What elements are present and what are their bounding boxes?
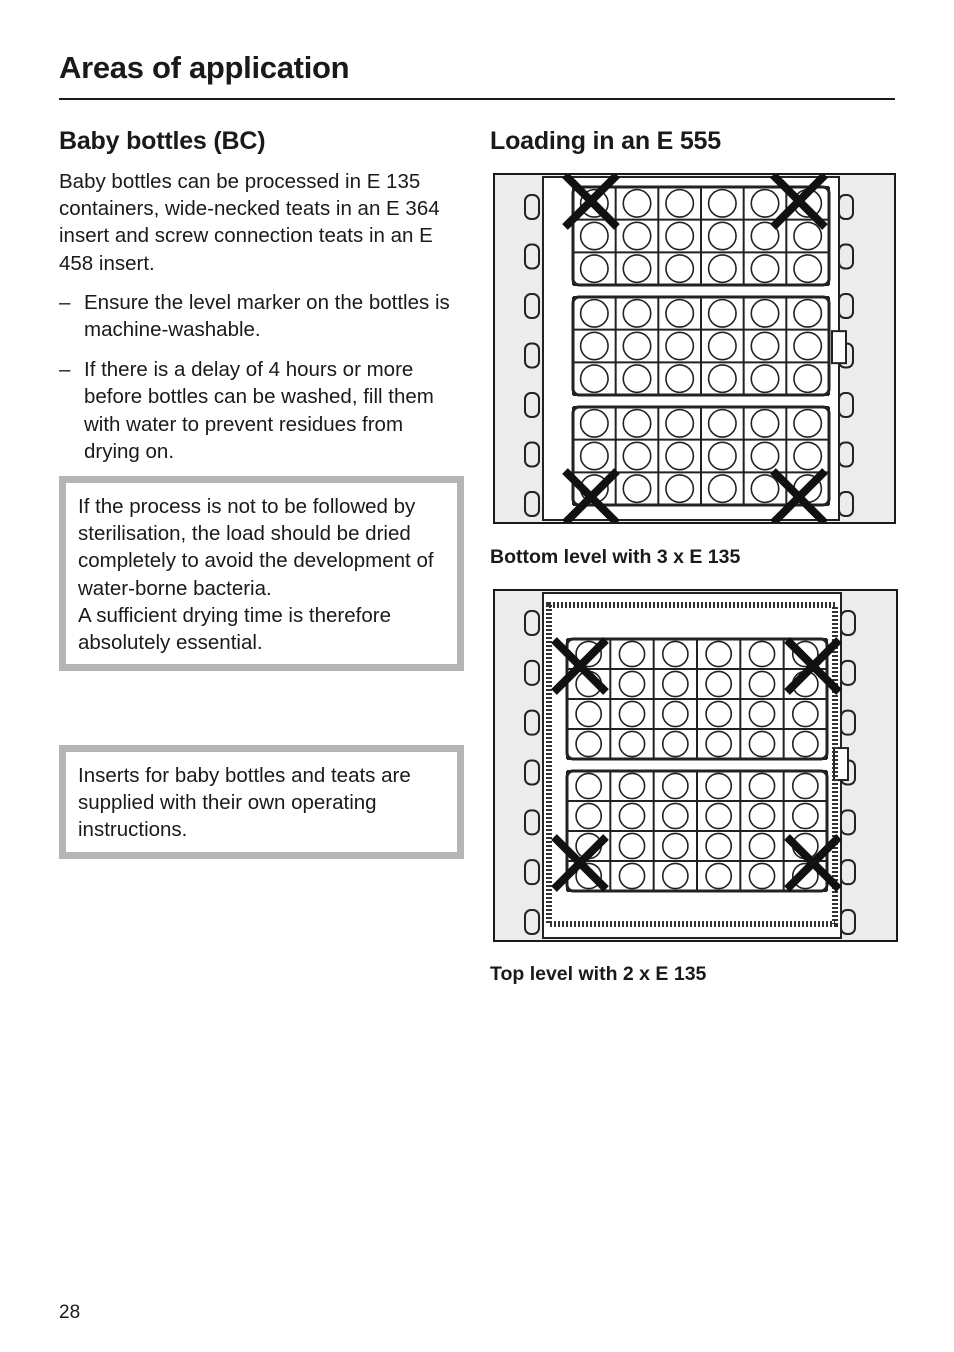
bottle-holder [794,365,821,392]
rack-side-clip [525,611,539,635]
figure-caption-bottom: Bottom level with 3 x E 135 [490,546,741,568]
left-column [59,124,464,842]
section-heading-loading: Loading in an E 555 [490,127,721,155]
rack-side-clip [525,294,539,318]
bottle-holder [581,410,608,437]
bottle-holder [663,701,688,726]
bottle-holder [794,410,821,437]
rack-side-clip [525,344,539,368]
drying-note-text: If the process is not to be followed by sterilisation, the load should be dried completely to avoid the development of water-borne bacteria. [78,495,434,600]
bottle-holder [581,300,608,327]
bottle-holder [619,773,644,798]
right-column [490,124,896,985]
bottle-holder [623,332,650,359]
bottle-holder [706,731,731,756]
bottle-holder [793,803,818,828]
bottle-holder [619,803,644,828]
bottle-holder [751,332,778,359]
bottle-holder [666,365,693,392]
bottle-holder [709,410,736,437]
bottle-holder [794,442,821,469]
rack-side-clip [525,661,539,685]
bottle-holder [619,863,644,888]
bottle-holder [623,300,650,327]
bottle-holder [581,442,608,469]
bottle-holder [666,442,693,469]
bottle-holder [751,410,778,437]
bottle-holder [581,255,608,282]
rack-side-clip [841,860,855,884]
drying-note-emphasis: A sufficient drying time is therefore absolutely essential. [78,603,391,655]
bottle-holder [663,641,688,666]
bottle-holder [749,641,774,666]
list-item-text: Ensure the level marker on the bottles is machine-washable. [84,290,450,342]
bottle-holder [709,475,736,502]
rack-side-clip [525,195,539,219]
bottle-holder [666,332,693,359]
bottle-holder [706,641,731,666]
bottle-holder [663,773,688,798]
rack-side-clip [841,661,855,685]
page-number: 28 [59,1302,81,1323]
rack-side-clip [839,492,853,516]
bottle-holder [663,833,688,858]
bottle-holder [749,863,774,888]
bottle-holder [751,255,778,282]
bottle-holder [751,475,778,502]
bottle-holder [663,803,688,828]
drying-note-box [59,476,464,671]
bottle-holder [793,701,818,726]
bottle-holder [666,475,693,502]
bottle-holder [709,255,736,282]
inserts-note-text: Inserts for baby bottles and teats are supplied with their own operating instructions. [78,764,411,842]
rack-illustration-top [495,591,896,940]
rack-side-clip [525,492,539,516]
rack-side-clip [839,245,853,269]
rack-side-clip [525,711,539,735]
bottle-holder [749,773,774,798]
bottle-holder [663,731,688,756]
bottle-holder [666,222,693,249]
page-title: Areas of application [59,50,350,85]
bottle-holder [619,833,644,858]
bottle-holder [623,410,650,437]
bottle-holder [581,365,608,392]
rack-side-clip [525,443,539,467]
bottle-holder [706,701,731,726]
bottle-holder [794,222,821,249]
bottle-holder [619,701,644,726]
instruction-list [59,289,464,465]
rack-side-clip [841,910,855,934]
section-heading-baby-bottles: Baby bottles (BC) [59,127,266,155]
list-item [59,356,464,465]
bottle-holder [706,833,731,858]
intro-paragraph: Baby bottles can be processed in E 135 containers, wide-necked teats in an E 364 insert and screw connection teats in an E 458 insert. [59,170,440,275]
bottle-holder [794,255,821,282]
rack-side-clip [841,611,855,635]
bottle-holder [581,222,608,249]
bottle-holder [623,190,650,217]
bottle-holder [581,332,608,359]
rack-side-clip [525,761,539,785]
bottle-holder [709,190,736,217]
bottle-holder [709,365,736,392]
rack-side-clip [839,294,853,318]
bottle-holder [663,863,688,888]
bottle-holder [749,731,774,756]
bottle-holder [576,731,601,756]
bottle-holder [576,701,601,726]
bottle-holder [749,671,774,696]
bottle-holder [794,332,821,359]
top-level-diagram [493,589,898,942]
bottle-holder [751,442,778,469]
bottle-holder [709,222,736,249]
bottle-holder [706,671,731,696]
bottle-holder [749,833,774,858]
list-item [59,289,464,343]
bottle-holder [749,803,774,828]
rack-side-clip [525,810,539,834]
bottle-holder [751,300,778,327]
bottle-holder [623,442,650,469]
dash-marker: – [59,358,71,382]
list-item-text: If there is a delay of 4 hours or more before bottles can be washed, fill them with water to prevent residues from drying on. [84,358,434,463]
bottle-holder [623,255,650,282]
bottle-holder [666,255,693,282]
bottle-holder [576,803,601,828]
bottle-holder [706,863,731,888]
bottle-holder [666,300,693,327]
bottle-holder [709,442,736,469]
bottle-holder [794,300,821,327]
rack-side-clip [525,245,539,269]
bottle-holder [623,475,650,502]
bottle-holder [663,671,688,696]
title-rule [59,98,895,100]
bottle-holder [793,731,818,756]
inserts-note-box [59,745,464,859]
bottle-holder [751,365,778,392]
bottle-holder [619,641,644,666]
bottle-holder [749,701,774,726]
bottle-holder [751,190,778,217]
rack-side-clip [839,393,853,417]
bottle-holder [793,773,818,798]
rack-side-clip [839,443,853,467]
rack-side-clip [841,810,855,834]
bottle-holder [623,222,650,249]
rack-side-clip [841,711,855,735]
rack-side-clip [525,910,539,934]
bottle-holder [576,773,601,798]
bottom-level-diagram [493,173,896,524]
bottle-holder [709,300,736,327]
figure-caption-top: Top level with 2 x E 135 [490,963,707,985]
bottle-holder [619,731,644,756]
rack-side-clip [839,195,853,219]
rack-latch [832,331,846,363]
dash-marker: – [59,290,71,314]
bottle-holder [666,410,693,437]
bottle-holder [666,190,693,217]
bottle-holder [706,803,731,828]
bottle-holder [706,773,731,798]
bottle-holder [709,332,736,359]
rack-side-clip [525,393,539,417]
rack-illustration-bottom [495,175,894,522]
bottle-holder [623,365,650,392]
bottle-holder [619,671,644,696]
rack-side-clip [525,860,539,884]
